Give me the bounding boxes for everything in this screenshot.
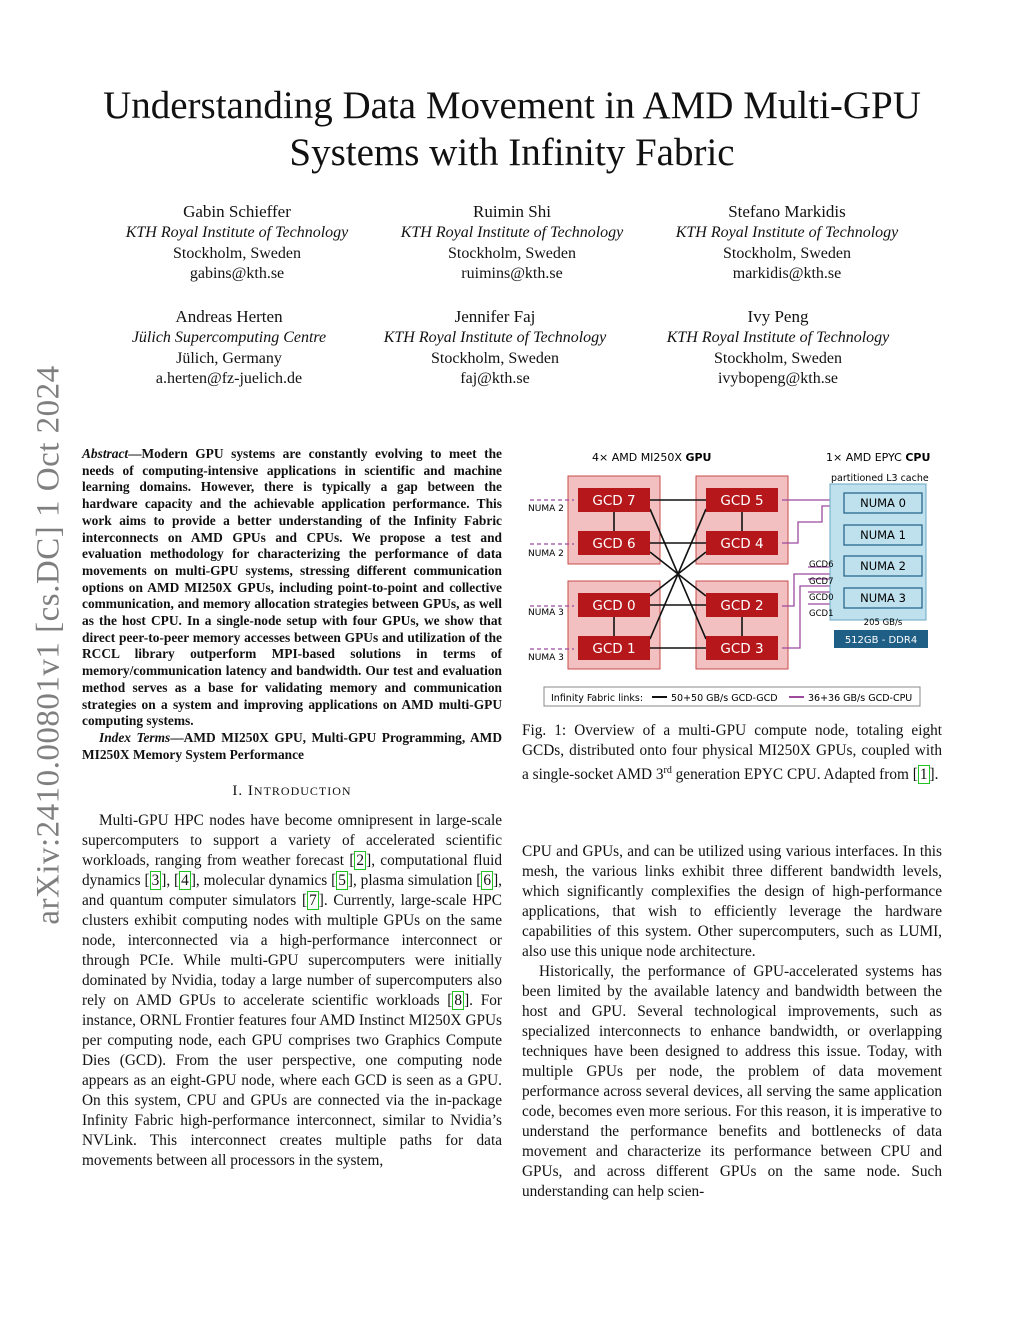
author-affiliation: KTH Royal Institute of Technology <box>675 223 899 241</box>
text-run: , plasma simulation <box>352 872 477 890</box>
section-title-rest: NTRODUCTION <box>253 784 352 799</box>
author-email[interactable]: ruimins@kth.se <box>461 265 563 283</box>
author-affiliation: KTH Royal Institute of Technology <box>383 328 607 346</box>
caption-text: generation EPYC CPU. Adapted from <box>671 766 913 784</box>
text-run: , <box>166 872 175 890</box>
gpu-header <box>592 451 712 464</box>
caption-text: Fig. 1: Overview of a multi-GPU compute node, totaling eight GCDs, distributed onto four physical MI250X GPUs, coupled with a single-socket AMD 3 <box>522 722 942 784</box>
abstract-text: —Modern GPU systems are constantly evolving to meet the needs of computing-intensive applications in scientific and machine learning domains. However, there is typically a gap between the hardware capacity and the achievable application performance. This work aims to provide a better understanding of the Infinity Fabric interconnects on AMD GPUs and CPUs. We propose a test and evaluation methodology for characterizing the performance of data movements on multi-GPU systems, stressing different communication options on AMD MI250X GPUs, including point-to-point and collective communication, and memory allocation strategies between GPUs, as well as the host CPU. In a single-node setup with four GPUs, we show that direct peer-to-peer memory accesses between GPUs and utilization of the RCCL library outperform MPI-based solutions in terms of memory/communication latency and bandwidth. Our test and evaluation method serves as a base for validating memory and communication strategies on a system and improving applications on AMD multi-GPU computing systems. <box>82 446 502 729</box>
author-name: Gabin Schieffer <box>183 202 291 221</box>
author-location: Stockholm, Sweden <box>448 244 576 262</box>
arxiv-stamp <box>18 360 80 930</box>
memory-label: 512GB - DDR4 <box>844 635 918 646</box>
numa-left-label: NUMA 3 <box>528 653 564 663</box>
text-run: , computational fluid dynamics <box>82 852 503 890</box>
citation-link[interactable]: 1 <box>919 766 928 784</box>
citation-link[interactable]: 2 <box>356 852 365 870</box>
index-terms-text: —AMD MI250X GPU, Multi-GPU Programming, AMD MI250X Memory System Performance <box>82 729 502 762</box>
intro-paragraph: Multi-GPU HPC nodes have become omnipresent in large-scale supercomputers to support a variety of accelerated scientific workloads, ranging from weather forecast [ 2 ], computational fluid dynamics [ 3 ], [ 4 ], molecular dynamics [ 5 ], plasma simulation [ 6 ], and quantum computer simulators [ 7 ]. Currently, large-scale HPC clusters exhibit computing nodes with multiple GPUs on the same node, interconnected via a high-performance interconnect or through PCIe. While multi-GPU supercomputers were initially dominated by Nvidia, today a large number of supercomputers also rely on AMD GPUs to accelerate scientific workloads [ 8 ]. For instance, ORNL Frontier features four AMD Instinct MI250X GPUs per computing node, each GPU comprises two Graphics Compute Dies (GCD). From the user perspective, one computing node appears as an eight-GPU node, where each GCD is seen as a GPU. On this system, CPU and GPUs are connected via the in-package Infinity Fabric high-performance interconnect, similar to Nvidia’s NVLink. This interconnect creates multiple paths for data movements between all processors in the system, <box>82 812 503 1170</box>
numa-left-label: NUMA 2 <box>528 549 564 559</box>
cpu-header <box>826 451 930 464</box>
author-affiliation: Jülich Supercomputing Centre <box>131 328 327 346</box>
author-email[interactable]: ivybopeng@kth.se <box>717 370 839 388</box>
gpu-header-bold: GPU <box>685 451 712 464</box>
l3-label: partitioned L3 cache <box>831 473 929 484</box>
citation-link[interactable]: 7 <box>309 892 317 910</box>
author-email[interactable]: gabins@kth.se <box>189 265 285 283</box>
abstract <box>82 446 502 730</box>
author-affiliation: KTH Royal Institute of Technology <box>125 223 349 241</box>
gcd-label: GCD 7 <box>592 493 636 509</box>
legend-cpu: 36+36 GB/s GCD-CPU <box>808 693 913 704</box>
legend-gcd: 50+50 GB/s GCD-GCD <box>671 693 778 704</box>
gcd-label: GCD 1 <box>592 641 636 657</box>
gcd-label: GCD 2 <box>720 598 764 614</box>
intro-paragraph: CPU and GPUs, and can be utilized using various interfaces. In this mesh, the various links exhibit three different bandwidth levels, which significantly complexifies the design of high-performance applications, that wish to efficiently leverage the hardware capabilities of this system. Other supercomputers, such as LUMI, also use this unique node architecture. <box>522 843 942 960</box>
author-block <box>633 307 923 390</box>
author-block <box>642 202 932 285</box>
citation-link[interactable]: 6 <box>483 872 492 890</box>
author-location: Stockholm, Sweden <box>173 244 301 262</box>
text-run: Multi-GPU HPC nodes have become omnipresent in large-scale supercomputers to support a variety of accelerated scientific workloads, ranging from weather forecast <box>82 812 502 870</box>
numa-cpu-label: NUMA 2 <box>860 559 906 573</box>
figure-caption: Fig. 1: Overview of a multi-GPU compute node, totaling eight GCDs, distributed onto four physical MI250X GPUs, coupled with a single-socket AMD 3rd generation EPYC CPU. Adapted from [ 1 ]. <box>522 722 942 784</box>
author-name: Ruimin Shi <box>473 202 551 221</box>
gcd-label: GCD 3 <box>720 641 764 657</box>
author-location: Stockholm, Sweden <box>714 349 842 367</box>
gcd-label: GCD 6 <box>592 536 636 552</box>
left-column <box>82 446 502 1171</box>
gpu-header-prefix: 4× AMD MI250X <box>592 451 686 464</box>
caption-superscript: rd <box>663 765 672 776</box>
link-line <box>782 506 836 543</box>
author-email[interactable]: faj@kth.se <box>460 370 530 388</box>
author-name: Jennifer Faj <box>454 307 536 326</box>
author-location: Jülich, Germany <box>176 349 282 367</box>
cpu-header-prefix: 1× AMD EPYC <box>826 451 906 464</box>
bandwidth-label: 205 GB/s <box>863 618 903 628</box>
cpu-link-label: GCD6 <box>809 560 834 570</box>
gcd-label: GCD 4 <box>720 536 764 552</box>
index-terms-label: Index Terms <box>99 729 171 745</box>
intro-paragraph: Historically, the performance of GPU-accelerated systems has been limited by the available latency and bandwidth between the host and GPU. Several technological improvements, such as specialized interconnects to enhance bandwidth, or overlapping techniques have been designed to address this issue. Today, with multiple GPUs per node, the problem of data movement performance across several devices, all serving the same application code, becomes even more serious. For this reason, it is imperative to understand the performance benefits and bottlenecks of data movement and characterize its performance between CPU and GPUs, and across different GPUs on the same node. Such understanding can help scien- <box>522 963 942 1200</box>
numa-left-label: NUMA 3 <box>528 608 564 618</box>
figure-1-diagram <box>522 446 942 714</box>
author-email[interactable]: a.herten@fz-juelich.de <box>155 370 303 388</box>
numa-cpu-label: NUMA 0 <box>860 496 906 510</box>
title-line-1: Understanding Data Movement in AMD Multi-GPU <box>103 84 921 127</box>
numa-left-label: NUMA 2 <box>528 504 564 514</box>
author-affiliation: KTH Royal Institute of Technology <box>400 223 624 241</box>
gcd-label: GCD 5 <box>720 493 764 509</box>
author-name: Andreas Herten <box>175 307 283 326</box>
text-run: , molecular dynamics <box>195 872 332 890</box>
right-column <box>522 842 942 1202</box>
cpu-link-label: GCD1 <box>809 609 834 619</box>
index-terms <box>82 730 502 763</box>
section-heading-introduction <box>82 781 502 801</box>
citation-link[interactable]: 5 <box>338 872 346 890</box>
author-name: Stefano Markidis <box>728 202 846 221</box>
citation-link[interactable]: 4 <box>181 872 189 890</box>
author-block <box>92 202 382 285</box>
author-affiliation: KTH Royal Institute of Technology <box>666 328 890 346</box>
title-line-2: Systems with Infinity Fabric <box>289 131 735 174</box>
section-title-cap: I <box>247 783 254 800</box>
abstract-label: Abstract <box>82 446 129 461</box>
cpu-link-label: GCD7 <box>809 577 834 587</box>
author-name: Ivy Peng <box>747 307 809 326</box>
citation-link[interactable]: 3 <box>151 872 160 890</box>
text-run: , and quantum computer simulators <box>82 872 502 910</box>
section-numeral: I. <box>232 783 244 800</box>
author-location: Stockholm, Sweden <box>431 349 559 367</box>
legend-title: Infinity Fabric links: <box>551 693 644 704</box>
author-email[interactable]: markidis@kth.se <box>732 265 842 283</box>
author-block <box>84 307 374 390</box>
arxiv-stamp-text: arXiv:2410.00801v1 [cs.DC] 1 Oct 2024 <box>30 365 67 925</box>
author-block <box>350 307 640 390</box>
text-run: . Currently, large-scale HPC clusters exhibit computing nodes with multiple GPUs on the same node, interconnected via a high-performance interconnect or through PCIe. While multi-GPU supercomputers were initially dominated by Nvidia, today a large number of supercomputers also rely on AMD GPUs to accelerate scientific workloads <box>82 892 502 1010</box>
caption-text: . <box>934 766 939 784</box>
numa-cpu-label: NUMA 3 <box>860 591 906 605</box>
numa-cpu-label: NUMA 1 <box>860 528 906 542</box>
gcd-label: GCD 0 <box>592 598 636 614</box>
cpu-link-label: GCD0 <box>809 593 834 603</box>
cpu-header-bold: CPU <box>905 451 931 464</box>
author-block <box>367 202 657 285</box>
paper-title <box>82 82 942 176</box>
author-location: Stockholm, Sweden <box>723 244 851 262</box>
citation-link[interactable]: 8 <box>454 992 463 1010</box>
text-run: . For instance, ORNL Frontier features four AMD Instinct MI250X GPUs per computing node, each GPU comprises two Graphics Compute Dies (GCD). From the user perspective, one computing node appears as an eight-GPU node, where each GCD is seen as a GPU. On this system, CPU and GPUs are connected via the in-package Infinity Fabric high-performance interconnect, similar to Nvidia’s NVLink. This interconnect creates multiple paths for data movements between all processors in the system, <box>82 992 502 1170</box>
